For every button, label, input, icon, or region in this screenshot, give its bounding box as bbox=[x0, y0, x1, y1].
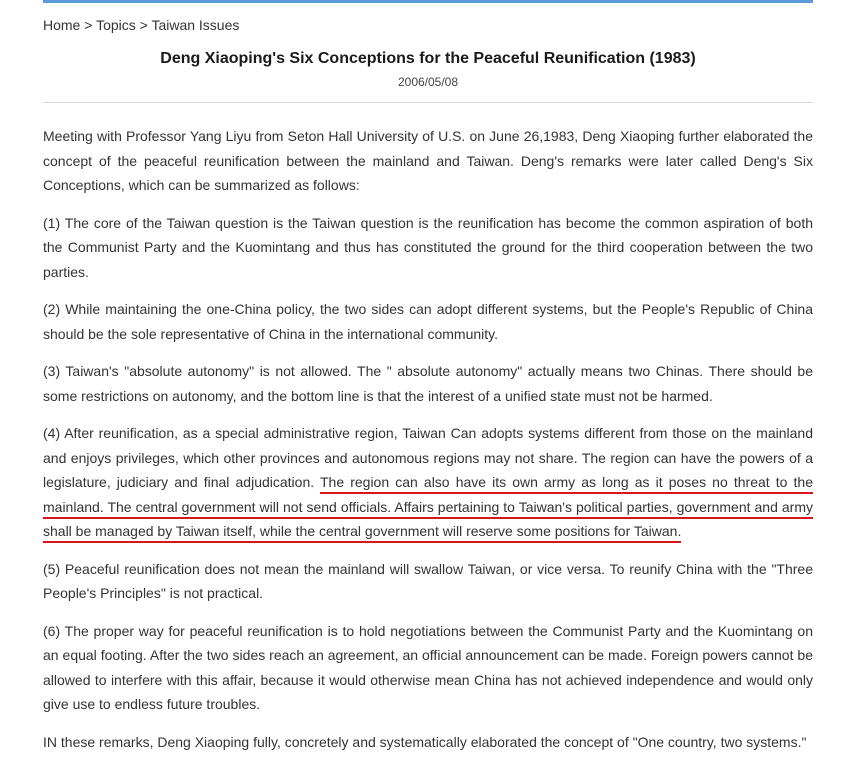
conception-1-paragraph: (1) The core of the Taiwan question is the Taiwan question is the reunification has become the common aspiration of both the Communist Party and the Kuomintang and thus has constituted the ground for the third cooperation between the two parties. bbox=[43, 214, 813, 280]
page-title: Deng Xiaoping's Six Conceptions for the Peaceful Reunification (1983) bbox=[160, 50, 696, 67]
breadcrumb-topics-link[interactable]: Topics bbox=[96, 17, 136, 33]
intro-paragraph: Meeting with Professor Yang Liyu from Seton Hall University of U.S. on June 26,1983, Deng Xiaoping further elaborated the concept of the peaceful reunification between the mainland and Taiwan. Deng's remarks were later called Deng's Six Conceptions, which can be summarized as follows: bbox=[43, 128, 813, 193]
breadcrumb-home-link[interactable]: Home bbox=[43, 17, 81, 33]
conclusion-paragraph: IN these remarks, Deng Xiaoping fully, concretely and systematically elaborated the concept of "One country, two systems." bbox=[43, 733, 807, 750]
breadcrumb-separator: > bbox=[135, 17, 152, 33]
conception-5-paragraph: (5) Peaceful reunification does not mean the mainland will swallow Taiwan, or vice versa. To reunify China with the "Three People's Principles" is not practical. bbox=[43, 560, 813, 601]
article-body bbox=[43, 124, 813, 754]
conception-2-paragraph: (2) While maintaining the one-China policy, the two sides can adopt different systems, but the People's Republic of China should be the sole representative of China in the international community. bbox=[43, 301, 813, 342]
conception-6-paragraph: (6) The proper way for peaceful reunification is to hold negotiations between the Communist Party and the Kuomintang on an equal footing. After the two sides reach an agreement, an official announcement can be made. Foreign powers cannot be allowed to interfere with this affair, because it would otherwise mean China has not achieved independence and would only give use to endless future troubles. bbox=[43, 622, 813, 712]
breadcrumb bbox=[43, 17, 813, 33]
conception-4-paragraph bbox=[43, 421, 813, 544]
conception-4-highlighted-text: The region can also have its own army as long as it poses no threat to the mainland. The central government will not send officials. Affairs pertaining to Taiwan's political parties, government and army shall be managed by Taiwan itself, while the central government will reserve some positions for Taiwan. bbox=[43, 474, 813, 543]
breadcrumb-separator: > bbox=[80, 17, 97, 33]
breadcrumb-current-link[interactable]: Taiwan Issues bbox=[151, 17, 240, 33]
conception-4-text: (4) After reunification, as a special administrative region, Taiwan Can adopts systems different from those on the mainland and enjoys privileges, which other provinces and autonomous regions may not share. The region can have the powers of a legislature, judiciary and final adjudication. bbox=[43, 425, 813, 490]
publish-date: 2006/05/08 bbox=[397, 75, 459, 89]
article-page bbox=[43, 0, 813, 767]
conception-3-paragraph: (3) Taiwan's "absolute autonomy" is not allowed. The " absolute autonomy" actually means two Chinas. There should be some restrictions on autonomy, and the bottom line is that the interest of a unified state must not be harmed. bbox=[43, 363, 813, 404]
top-accent-bar bbox=[43, 0, 813, 3]
title-divider bbox=[43, 102, 813, 103]
